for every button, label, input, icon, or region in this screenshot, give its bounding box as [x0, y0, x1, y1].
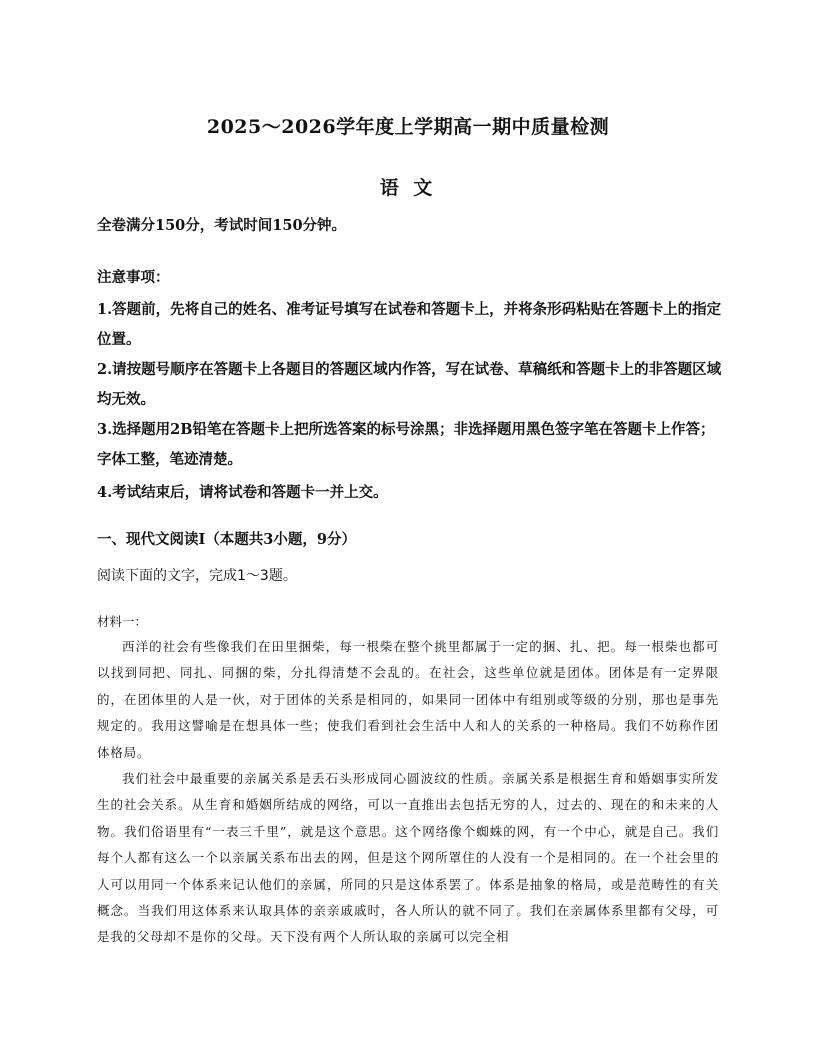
passage-paragraph: 我们社会中最重要的亲属关系是丢石头形成同心圆波纹的性质。亲属关系是根据生育和婚姻事实所发生的社会关系。从生育和婚姻所结成的网络，可以一直推出去包括无穷的人，过去的、现在的和未来的人物。我们俗语里有“一表三千里”，就是这个意思。这个网络像个蜘蛛的网，有一个中心，就是自己。我们每个人都有这么一个以亲属关系布出去的网，但是这个网所罩住的人没有一个是相同的。在一个社会里的人可以用同一个体系来记认他们的亲属，所同的只是这体系罢了。体系是抽象的格局，或是范畴性的有关概念。当我们用这体系来认取具体的亲亲戚戚时，各人所认的就不同了。我们在亲属体系里都有父母，可是我的父母却不是你的父母。天下没有两个人所认取的亲属可以完全相 — [97, 771, 719, 945]
notice-item: 2.请按题号顺序在答题卡上各题目的答题区域内作答，写在试卷、草稿纸和答题卡上的非答题区域均无效。 — [97, 361, 722, 408]
material-label: 材料一： — [97, 614, 148, 629]
notice-item: 3.选择题用2B铅笔在答题卡上把所选答案的标号涂黑；非选择题用黑色签字笔在答题卡上作答；字体工整，笔迹清楚。 — [97, 421, 715, 468]
passage-paragraph: 西洋的社会有些像我们在田里捆柴，每一根柴在整个挑里都属于一定的捆、扎、把。每一根柴也都可以找到同把、同扎、同捆的柴，分扎得清楚不会乱的。在社会，这些单位就是团体。团体是有一定界限的，在团体里的人是一伙，对于团体的关系是相同的，如果同一团体中有组别或等级的分别，那也是事先规定的。我用这譬喻是在想具体一些；使我们看到社会生活中人和人的关系的一种格局。我们不妨称作团体格局。 — [97, 639, 719, 760]
exam-title: 2025～2026学年度上学期高一期中质量检测 — [206, 116, 610, 138]
notice-item: 1.答题前，先将自己的姓名、准考证号填写在试卷和答题卡上，并将条形码粘贴在答题卡上的指定位置。 — [97, 301, 722, 348]
subject-title: 语 文 — [379, 177, 437, 199]
notice-item: 4.考试结束后，请将试卷和答题卡一并上交。 — [97, 484, 388, 501]
section-title: 一、现代文阅读Ⅰ（本题共3小题，9分） — [97, 531, 356, 548]
notice-heading: 注意事项： — [97, 269, 170, 286]
exam-info: 全卷满分150分，考试时间150分钟。 — [97, 217, 347, 234]
reading-instruction: 阅读下面的文字，完成1～3题。 — [97, 568, 297, 584]
